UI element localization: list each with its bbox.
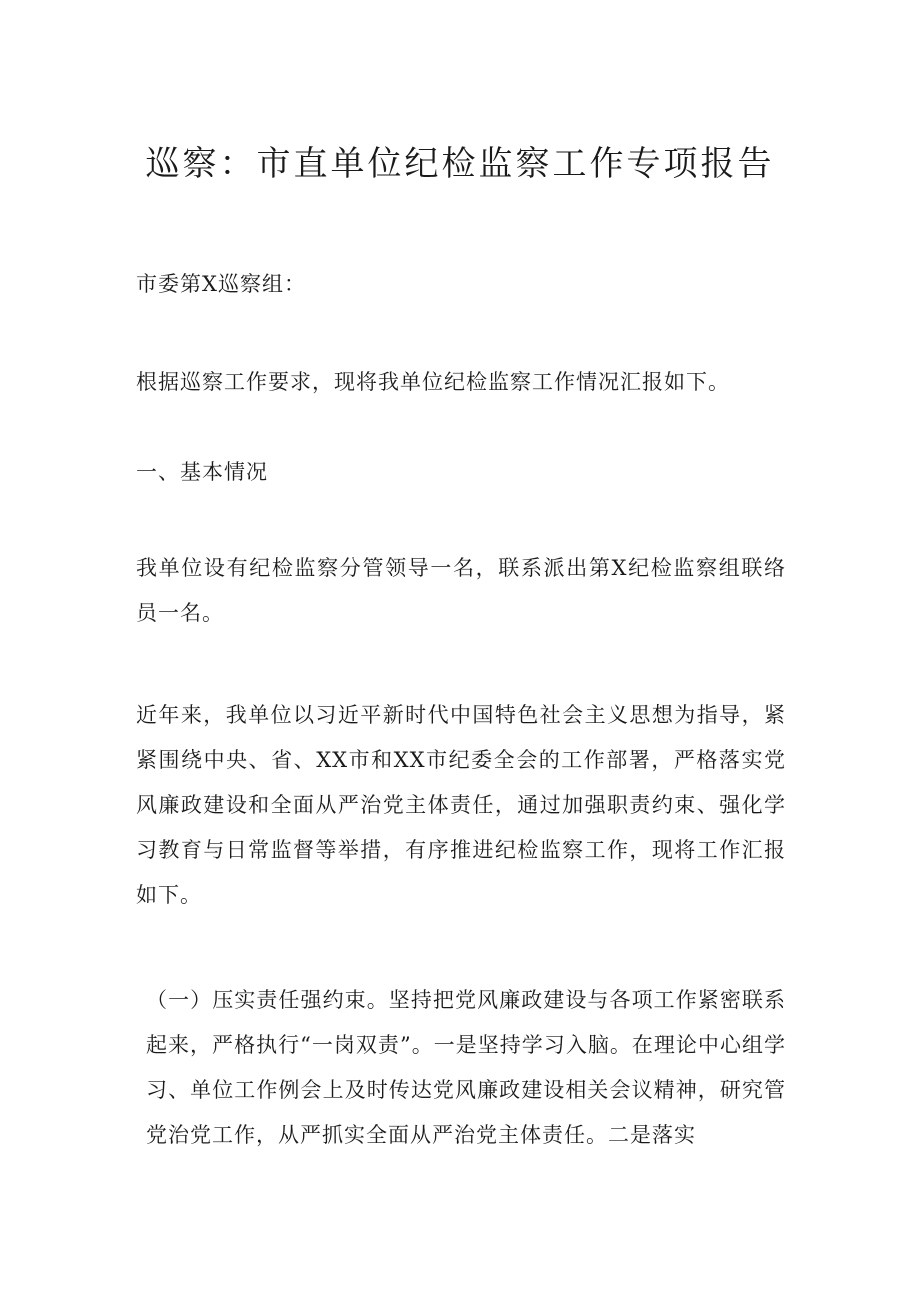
paragraph-overview: 近年来，我单位以习近平新时代中国特色社会主义思想为指导，紧紧围绕中央、省、XX市和XX市纪委全会的工作部署，严格落实党风廉政建设和全面从严治党主体责任，通过加强职责约束、强化学习教育与日常监督等举措，有序推进纪检监察工作，现将工作汇报如下。 xyxy=(136,703,786,907)
section-heading-basic-situation: 一、基本情况 xyxy=(136,460,268,484)
paragraph-responsibility: （一）压实责任强约束。坚持把党风廉政建设与各项工作紧密联系起来，严格执行“一岗双责”。一是坚持学习入脑。在理论中心组学习、单位工作例会上及时传达党风廉政建设相关会议精神，研究管党治党工作，从严抓实全面从严治党主体责任。二是落实 xyxy=(146,988,786,1147)
salutation: 市委第X巡察组： xyxy=(136,272,306,296)
intro-paragraph: 根据巡察工作要求，现将我单位纪检监察工作情况汇报如下。 xyxy=(136,370,730,394)
document-title: 巡察：市直单位纪检监察工作专项报告 xyxy=(145,144,775,184)
paragraph-staffing: 我单位设有纪检监察分管领导一名，联系派出第X纪检监察组联络员一名。 xyxy=(136,556,786,625)
